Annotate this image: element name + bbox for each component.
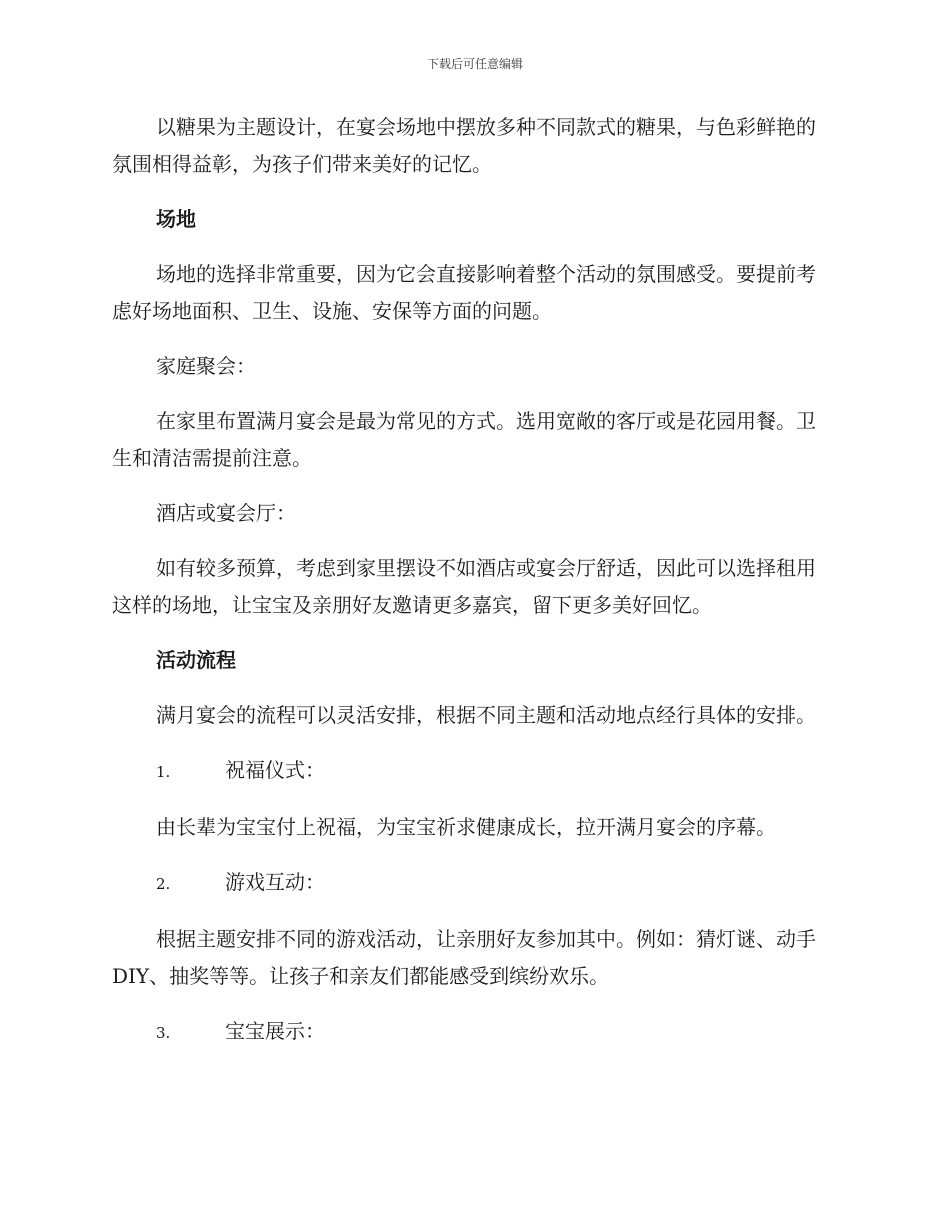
subheading-hotel-banquet: 酒店或宴会厅： — [156, 501, 296, 525]
section-heading-activity-flow: 活动流程 — [156, 648, 236, 672]
list-number: 2. — [156, 875, 171, 893]
list-label: 游戏互动： — [225, 870, 325, 894]
list-item-baby-show — [112, 1013, 832, 1052]
document-body — [112, 109, 832, 1070]
paragraph-blessing: 由长辈为宝宝付上祝福，为宝宝祈求健康成长，拉开满月宴会的序幕。 — [156, 815, 776, 839]
paragraph-family-gathering: 在家里布置满月宴会是最为常见的方式。选用宽敞的客厅或是花园用餐。卫生和清洁需提前注意。 — [112, 409, 816, 470]
paragraph-hotel-banquet: 如有较多预算，考虑到家里摆设不如酒店或宴会厅舒适，因此可以选择租用这样的场地，让宝宝及亲朋好友邀请更多嘉宾，留下更多美好回忆。 — [112, 556, 816, 617]
paragraph-activity-flow: 满月宴会的流程可以灵活安排，根据不同主题和活动地点经行具体的安排。 — [156, 703, 816, 727]
section-heading-venue: 场地 — [156, 207, 196, 231]
list-item-games — [112, 864, 832, 903]
paragraph-games: 根据主题安排不同的游戏活动，让亲朋好友参加其中。例如：猜灯谜、动手 DIY、抽奖等等。让孩子和亲友们都能感受到缤纷欢乐。 — [112, 927, 816, 988]
paragraph-venue-intro: 场地的选择非常重要，因为它会直接影响着整个活动的氛围感受。要提前考虑好场地面积、卫生、设施、安保等方面的问题。 — [112, 262, 816, 323]
subheading-family-gathering: 家庭聚会： — [156, 354, 256, 378]
page-header: 下载后可任意编辑 — [426, 57, 523, 71]
paragraph-candy-theme: 以糖果为主题设计，在宴会场地中摆放多种不同款式的糖果，与色彩鲜艳的氛围相得益彰，为孩子们带来美好的记忆。 — [112, 115, 816, 176]
list-label: 宝宝展示： — [225, 1019, 325, 1043]
list-label: 祝福仪式： — [225, 758, 325, 782]
list-item-blessing — [112, 752, 832, 791]
list-number: 3. — [156, 1024, 171, 1042]
list-number: 1. — [156, 763, 171, 781]
